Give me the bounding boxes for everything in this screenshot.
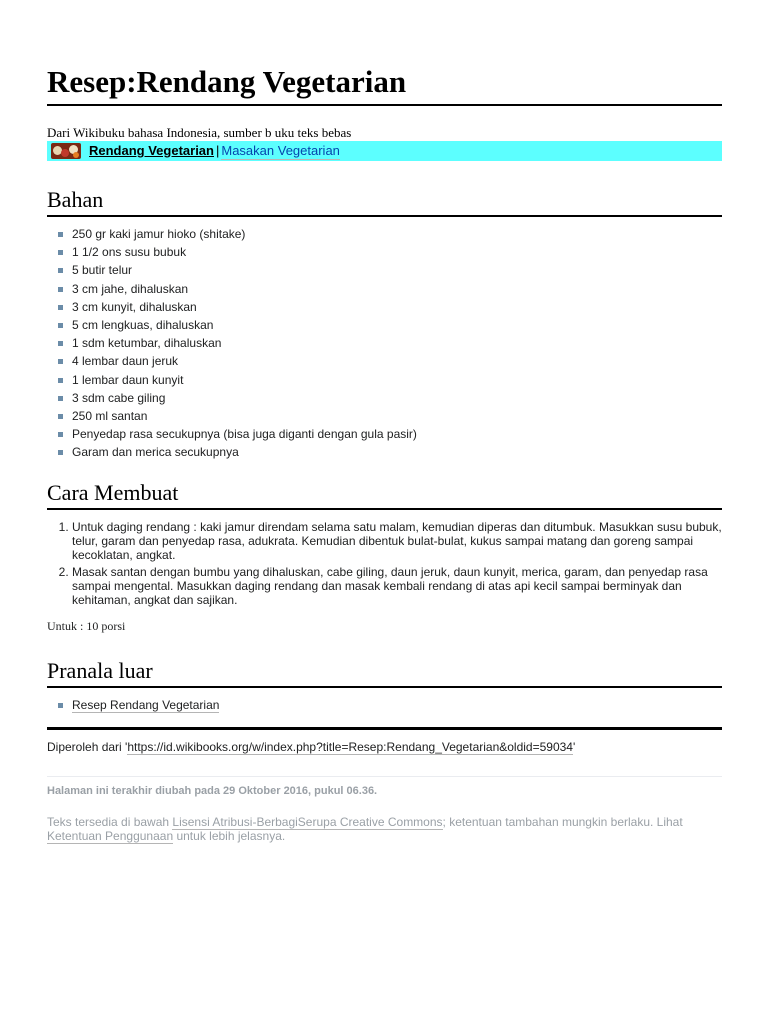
food-thumbnail-icon [51, 143, 81, 159]
external-links-list [47, 696, 722, 714]
recipe-navbar [47, 141, 722, 161]
ingredient-list [47, 225, 722, 461]
list-item: 5 cm lengkuas, dihaluskan [47, 316, 722, 334]
external-link-resep[interactable]: Resep Rendang Vegetarian [72, 698, 220, 713]
license-link[interactable]: Lisensi Atribusi-BerbagiSerupa Creative Commons [172, 814, 443, 829]
step-item: 1. Untuk daging rendang : kaki jamur direndam selama satu malam, kemudian diperas dan ditumbuk. Masukkan susu bubuk, telur, garam dan penyedap rasa, adukrata. Kemudian dibentuk bulat-bulat, kukus sampai matang dan goreng sampai kecoklatan, angkat. [72, 520, 722, 562]
last-modified: Halaman ini terakhir diubah pada 29 Oktober 2016, pukul 06.36. [47, 784, 378, 797]
list-item: 4 lembar daun jeruk [47, 352, 722, 370]
section-pranala-luar [47, 658, 722, 714]
section-cara-membuat [47, 480, 722, 634]
list-item: Garam dan merica secukupnya [47, 443, 722, 461]
list-item: 250 gr kaki jamur hioko (shitake) [47, 225, 722, 243]
source-line [47, 740, 722, 754]
steps-list [47, 520, 722, 607]
navbar-link-masakan-vegetarian[interactable]: Masakan Vegetarian [221, 142, 340, 158]
navbar-separator: | [215, 143, 220, 158]
page-title: Resep:Rendang Vegetarian [47, 0, 722, 106]
source-suffix: ' [572, 739, 576, 754]
footer-divider [47, 776, 722, 777]
list-item: Penyedap rasa secukupnya (bisa juga diganti dengan gula pasir) [47, 425, 722, 443]
source-url-link[interactable]: https://id.wikibooks.org/w/index.php?title=Resep:Rendang_Vegetarian&oldid=59034 [127, 739, 573, 754]
list-item: 3 cm kunyit, dihaluskan [47, 298, 722, 316]
list-item: 5 butir telur [47, 261, 722, 279]
list-item: 3 sdm cabe giling [47, 389, 722, 407]
list-item: 250 ml santan [47, 407, 722, 425]
section-bahan [47, 187, 722, 461]
navbar-current-page[interactable]: Rendang Vegetarian [89, 143, 214, 158]
list-item: 3 cm jahe, dihaluskan [47, 280, 722, 298]
step-item: 2. Masak santan dengan bumbu yang dihaluskan, cabe giling, daun jeruk, daun kunyit, merica, garam, dan penyedap rasa sampai mengental. Masukkan daging rendang dan masak kembali rendang di atas api kecil sampai berminyak dan kehitaman, angkat dan sajikan. [72, 565, 722, 607]
site-tagline: Dari Wikibuku bahasa Indonesia, sumber b uku teks bebas [47, 125, 352, 140]
section-heading-pranala-luar: Pranala luar [47, 658, 722, 688]
section-heading-bahan: Bahan [47, 187, 722, 217]
license-suffix: untuk lebih jelasnya. [173, 828, 286, 843]
list-item: 1 lembar daun kunyit [47, 371, 722, 389]
list-item: 1 1/2 ons susu bubuk [47, 243, 722, 261]
serving-info: Untuk : 10 porsi [47, 619, 126, 634]
source-prefix: Diperoleh dari ' [47, 739, 128, 754]
license-text [47, 815, 722, 843]
section-heading-cara-membuat: Cara Membuat [47, 480, 722, 510]
list-item: 1 sdm ketumbar, dihaluskan [47, 334, 722, 352]
source-divider [47, 727, 722, 730]
license-mid: ; ketentuan tambahan mungkin berlaku. Lihat [442, 814, 683, 829]
terms-link[interactable]: Ketentuan Penggunaan [47, 828, 174, 843]
list-item [47, 696, 722, 714]
license-prefix: Teks tersedia di bawah [47, 814, 173, 829]
